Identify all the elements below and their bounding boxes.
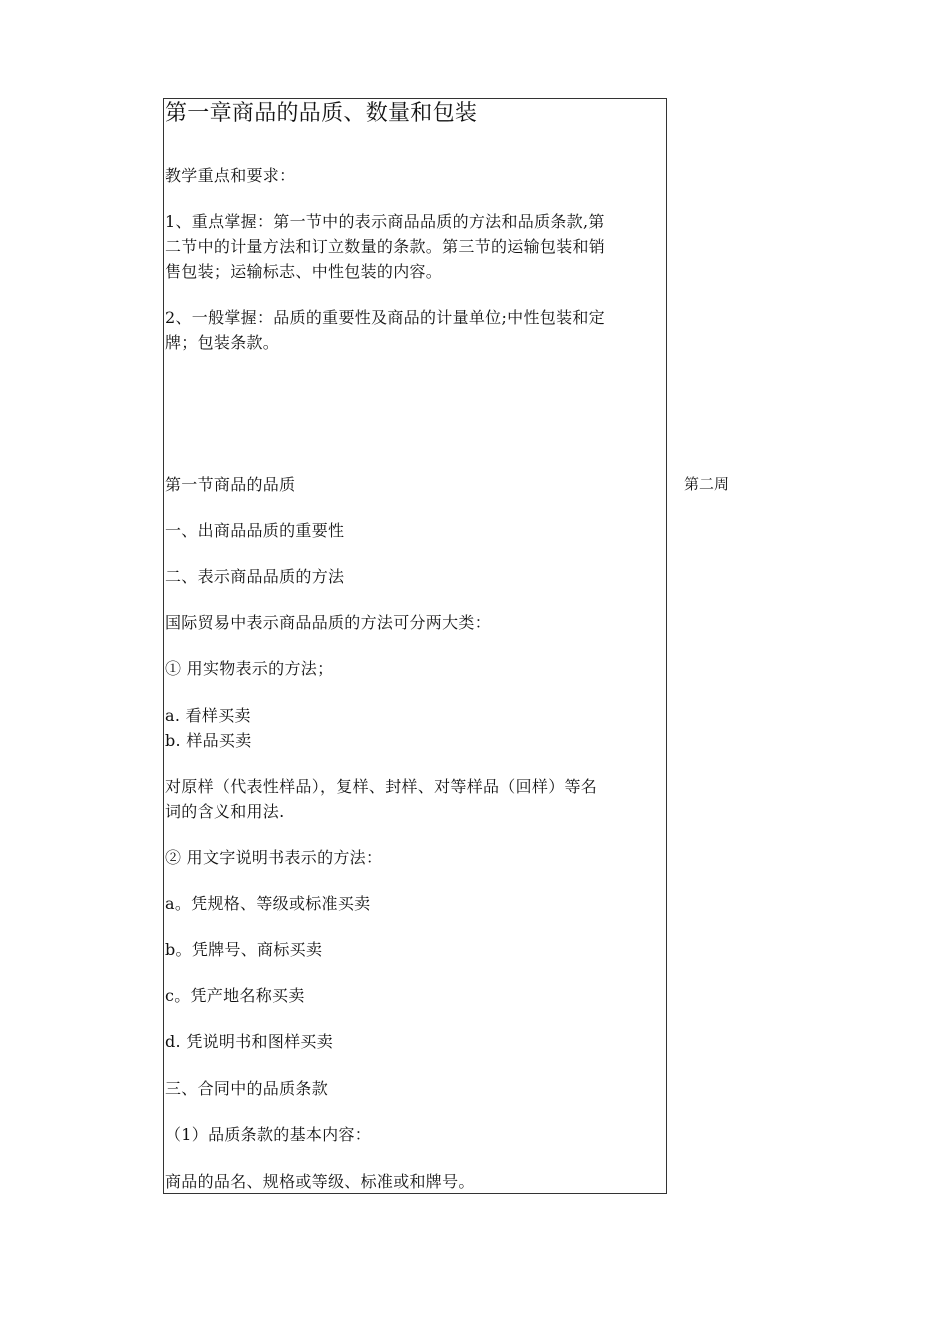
section1-item3: 三、合同中的品质条款 [165, 1079, 329, 1098]
point2-line1: 2、一般掌握：品质的重要性及商品的计量单位;中性包装和定 [165, 308, 605, 327]
clause-content: 商品的品名、规格或等级、标准或和牌号。 [165, 1172, 475, 1191]
method2-b: b。凭牌号、商标买卖 [165, 940, 323, 959]
section1-item1: 一、出商品品质的重要性 [165, 521, 345, 540]
point2-line2: 牌；包装条款。 [165, 333, 280, 352]
section1-title: 第一节商品的品质 [165, 475, 296, 494]
chapter-title: 第一章商品的品质、数量和包装 [165, 101, 478, 126]
key-points-heading: 教学重点和要求： [165, 166, 296, 185]
method2-a: a。凭规格、等级或标准买卖 [165, 894, 371, 913]
point1-line2: 二节中的计量方法和订立数量的条款。第三节的运输包装和销 [165, 237, 606, 256]
method1-a: a. 看样买卖 [165, 706, 251, 725]
method2-c: c。凭产地名称买卖 [165, 986, 305, 1005]
method2-d: d. 凭说明书和图样买卖 [165, 1032, 334, 1051]
method2: ② 用文字说明书表示的方法： [165, 848, 383, 867]
point1-line1: 1、重点掌握：第一节中的表示商品品质的方法和品质条款,第 [165, 212, 605, 231]
method1-b: b. 样品买卖 [165, 731, 252, 750]
sample-note-line2: 词的含义和用法. [165, 802, 285, 821]
week-label: 第二周 [684, 475, 730, 493]
clause-heading: （1）品质条款的基本内容： [165, 1125, 372, 1144]
section1-intro: 国际贸易中表示商品品质的方法可分两大类： [165, 613, 492, 632]
section1-item2: 二、表示商品品质的方法 [165, 567, 345, 586]
lesson-content-box [163, 98, 667, 1194]
method1: ① 用实物表示的方法； [165, 659, 334, 678]
point1-line3: 售包装；运输标志、中性包装的内容。 [165, 262, 443, 281]
sample-note-line1: 对原样（代表性样品），复样、封样、对等样品（回样）等名 [165, 777, 598, 796]
